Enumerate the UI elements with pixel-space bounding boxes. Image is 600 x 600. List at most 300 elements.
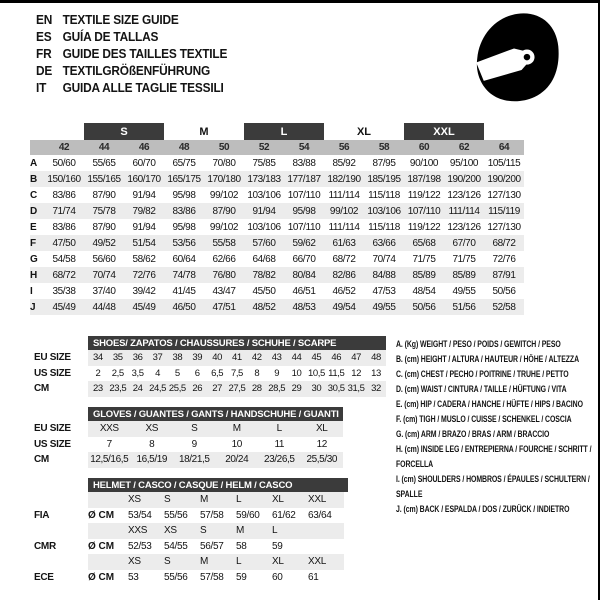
table-cell: 23,5 [109, 383, 127, 395]
row-label: EU SIZE [34, 423, 71, 435]
measurement-value: 85/89 [412, 269, 436, 281]
measurement-value: 103/106 [247, 189, 281, 201]
table-cell: 8 [149, 438, 155, 450]
measurement-row [30, 267, 524, 283]
measurement-value: 51/56 [452, 301, 476, 313]
measurement-row [30, 203, 524, 219]
measurement-value: 48/52 [252, 301, 276, 313]
size-number: 44 [98, 142, 110, 153]
legend-item: E. (cm) HIP / CADERA / HANCHE / HÜFTE / HIPS / BACINO [396, 399, 583, 409]
table-cell: 24 [132, 383, 143, 395]
measurement-value: 50/60 [52, 157, 76, 169]
size-number: 58 [378, 142, 390, 153]
table-cell: XS [145, 423, 159, 435]
table-cell: 42 [251, 352, 262, 364]
measurement-value: 41/45 [172, 285, 196, 297]
measurement-value: 57/60 [252, 237, 276, 249]
measurement-value: 80/84 [292, 269, 316, 281]
helmet-value: 54/55 [164, 540, 188, 552]
measurement-value: 71/74 [52, 205, 76, 217]
helmet-value-row [34, 570, 348, 586]
helmet-size-label: XXL [308, 494, 327, 506]
helmet-table-title: HELMET / CASCO / CASQUE / HELM / CASCO [88, 478, 348, 492]
table-cell: 46 [331, 352, 342, 364]
table-cell: 6,5 [211, 367, 224, 379]
size-number: 64 [498, 142, 510, 153]
table-cell: 10 [291, 367, 302, 379]
measurement-value: 48/53 [292, 301, 316, 313]
measurement-value: 56/60 [92, 253, 116, 265]
measurement-row-label: J [30, 301, 36, 313]
measurement-value: 39/42 [132, 285, 156, 297]
helmet-size-label: L [236, 556, 242, 568]
measurement-value: 115/118 [368, 221, 400, 233]
table-cell: 18/21,5 [178, 454, 210, 466]
measurement-value: 87/95 [372, 157, 396, 169]
measurement-value: 111/114 [328, 189, 360, 201]
helmet-size-label: L [236, 494, 242, 506]
table-cell: 11,5 [328, 367, 345, 379]
legend-item: I. (cm) SHOULDERS / HOMBROS / ÉPAULES / SCHULTERN / SPALLE [396, 474, 590, 499]
measurement-row [30, 155, 524, 171]
measurement-value: 187/198 [407, 173, 441, 185]
measurement-row [30, 171, 524, 187]
helmet-size-row [34, 492, 348, 508]
table-cell: 9 [274, 367, 280, 379]
measurement-value: 65/68 [412, 237, 436, 249]
standard-label: ECE [34, 571, 54, 583]
row-cells [88, 437, 343, 453]
table-cell: 13 [371, 367, 381, 379]
table-row [34, 366, 386, 382]
helmet-value: 56/57 [200, 540, 224, 552]
legend-item: F. (cm) TIGH / MUSLO / CUISSE / SCHENKEL / COSCIA [396, 414, 572, 424]
measurement-value: 95/98 [172, 221, 196, 233]
measurement-value: 123/126 [447, 189, 481, 201]
measurement-value: 62/66 [212, 253, 236, 265]
measurement-value: 155/165 [87, 173, 121, 185]
measurement-value: 46/50 [172, 301, 196, 313]
measurement-value: 91/94 [252, 205, 276, 217]
table-cell: 41 [232, 352, 242, 364]
language-code: EN [36, 12, 53, 27]
table-cell: 23/26,5 [263, 454, 295, 466]
measurement-value: 165/175 [167, 173, 201, 185]
table-cell: 6 [194, 367, 200, 379]
row-label: US SIZE [34, 438, 71, 450]
measurement-row-label: D [30, 205, 38, 217]
helmet-size-row [34, 523, 348, 539]
measurement-value: 54/58 [52, 253, 76, 265]
measurement-value: 185/195 [367, 173, 401, 185]
table-cell: 28,5 [268, 383, 286, 395]
measurement-value: 68/72 [492, 237, 516, 249]
measurement-value: 65/75 [172, 157, 196, 169]
helmet-size-label: M [200, 494, 209, 506]
helmet-size-label: XXL [308, 556, 327, 568]
measurement-row-label: B [30, 173, 38, 185]
table-cell: 11 [274, 438, 285, 450]
measurement-value: 47/51 [212, 301, 236, 313]
helmet-table [34, 478, 348, 585]
language-code: ES [36, 29, 52, 44]
measurement-row [30, 219, 524, 235]
measurement-value: 50/56 [492, 285, 516, 297]
table-row [34, 452, 343, 468]
measurement-value: 87/91 [492, 269, 516, 281]
legend-item: J. (cm) BACK / ESPALDA / DOS / ZURÜCK / INDIETRO [396, 504, 570, 514]
language-code: FR [36, 46, 52, 61]
table-row [34, 421, 343, 437]
measurement-value: 64/68 [252, 253, 276, 265]
measurement-value: 115/118 [368, 189, 400, 201]
table-cell: 2 [95, 367, 101, 379]
helmet-value: 52/53 [128, 540, 152, 552]
table-cell: 2,5 [111, 367, 124, 379]
table-cell: 45 [311, 352, 322, 364]
row-label: CM [34, 454, 49, 466]
size-number: 50 [218, 142, 230, 153]
measurement-value: 84/88 [372, 269, 396, 281]
measurement-value: 95/98 [292, 205, 316, 217]
language-row [36, 45, 227, 62]
measurement-value: 51/54 [132, 237, 156, 249]
measurement-value: 70/74 [372, 253, 396, 265]
table-cell: 4 [155, 367, 160, 379]
table-cell: M [232, 423, 241, 435]
table-cell: L [276, 423, 282, 435]
measurement-value: 150/160 [47, 173, 81, 185]
measurement-value: 44/48 [92, 301, 116, 313]
table-row [34, 381, 386, 397]
measurement-row [30, 251, 524, 267]
measurement-row-label: C [30, 189, 38, 201]
measurement-value: 75/78 [92, 205, 116, 217]
table-cell: 35 [112, 352, 123, 364]
table-cell: 7,5 [230, 367, 243, 379]
measurement-value: 74/78 [172, 269, 196, 281]
measurement-value: 70/74 [92, 269, 116, 281]
helmet-value: 58 [236, 540, 247, 552]
table-cell: 27,5 [228, 383, 246, 395]
table-cell: 8 [254, 367, 260, 379]
measurement-value: 60/70 [132, 157, 156, 169]
language-title: GUIDA ALLE TAGLIE TESSILI [62, 80, 224, 95]
measurement-value: 71/75 [452, 253, 476, 265]
measurement-value: 37/40 [92, 285, 116, 297]
language-row [36, 79, 227, 96]
measurement-value: 63/66 [372, 237, 396, 249]
measurement-value: 78/82 [252, 269, 276, 281]
measurement-value: 87/90 [92, 221, 116, 233]
helmet-size-label: XS [128, 494, 141, 506]
measurement-value: 91/94 [132, 221, 156, 233]
table-cell: 30 [311, 383, 322, 395]
size-number: 52 [258, 142, 270, 153]
measurement-value: 91/94 [132, 189, 156, 201]
measurement-value: 53/56 [172, 237, 196, 249]
table-cell: 23 [93, 383, 103, 395]
helmet-value: 55/56 [164, 509, 188, 521]
table-cell: 48 [371, 352, 381, 364]
measurement-value: 160/170 [127, 173, 161, 185]
unit-label: Ø CM [88, 509, 115, 521]
helmet-value: 59 [236, 571, 247, 583]
language-title: GUÍA DE TALLAS [62, 29, 159, 44]
measurement-value: 55/58 [212, 237, 236, 249]
legend-item: D. (cm) WAIST / CINTURA / TAILLE / HÜFTUNG / VITA [396, 384, 567, 394]
table-cell: 28 [251, 383, 262, 395]
table-cell: 7 [106, 438, 112, 450]
legend-item: H. (cm) INSIDE LEG / ENTREPIERNA / FOURCHE / SCHRITT / FORCELLA [396, 444, 592, 469]
helmet-value: 55/56 [164, 571, 188, 583]
table-cell: 12 [351, 367, 361, 379]
measurement-row-label: F [30, 237, 37, 249]
measurement-value: 58/62 [132, 253, 156, 265]
table-cell: 5 [174, 367, 180, 379]
measurement-value: 83/86 [172, 205, 196, 217]
row-cells [88, 350, 386, 366]
measurement-value: 95/100 [449, 157, 479, 169]
helmet-value-row [34, 539, 348, 555]
helmet-value: 57/58 [200, 571, 224, 583]
row-label: CM [34, 383, 49, 395]
table-cell: 34 [93, 352, 103, 364]
language-title: GUIDE DES TAILLES TEXTILE [62, 46, 228, 61]
table-row [34, 350, 386, 366]
measurement-value: 103/106 [247, 221, 281, 233]
measurement-value: 107/110 [287, 221, 321, 233]
measurement-value: 72/76 [132, 269, 156, 281]
language-title: TEXTILE SIZE GUIDE [62, 12, 179, 27]
measurement-row-label: G [30, 253, 38, 265]
measurement-value: 83/88 [292, 157, 316, 169]
measurement-value: 67/70 [452, 237, 476, 249]
shoes-table [34, 336, 386, 397]
helmet-value: 53 [128, 571, 139, 583]
language-code: IT [36, 80, 47, 95]
size-number: 60 [418, 142, 430, 153]
helmet-value: 61 [308, 571, 319, 583]
table-cell: 26 [192, 383, 203, 395]
helmet-size-label: XL [272, 494, 284, 506]
size-number: 62 [458, 142, 470, 153]
legend-item: A. (Kg) WEIGHT / PESO / POIDS / GEWITCH / PESO [396, 339, 561, 349]
size-number: 54 [298, 142, 310, 153]
spacer [30, 123, 44, 140]
table-cell: 10,5 [307, 367, 325, 379]
measurement-value: 111/114 [328, 221, 360, 233]
measurement-value: 111/114 [448, 205, 480, 217]
table-cell: 16,5/19 [136, 454, 168, 466]
language-row [36, 28, 227, 45]
table-cell: XXS [99, 423, 119, 435]
table-cell: 10 [231, 438, 242, 450]
measurement-value: 49/55 [372, 301, 396, 313]
table-cell: 44 [291, 352, 302, 364]
helmet-value: 60 [272, 571, 283, 583]
unit-label: Ø CM [88, 540, 115, 552]
table-cell: 39 [192, 352, 203, 364]
measurement-value: 43/47 [212, 285, 236, 297]
measurement-row [30, 235, 524, 251]
measurement-value: 170/180 [207, 173, 241, 185]
row-cells [88, 523, 344, 539]
size-group-label: M [199, 125, 209, 138]
table-cell: 3,5 [131, 367, 144, 379]
size-number-row [30, 140, 524, 155]
table-cell: S [191, 423, 198, 435]
legend-item: C. (cm) CHEST / PECHO / POITRINE / TRUHE / PETTO [396, 369, 569, 379]
measurement-value: 82/86 [332, 269, 356, 281]
table-cell: 27 [212, 383, 222, 395]
size-group-label: S [84, 123, 164, 140]
measurement-value: 71/75 [412, 253, 436, 265]
size-number: 56 [338, 142, 350, 153]
standard-label: FIA [34, 509, 50, 521]
measurement-value: 75/85 [252, 157, 276, 169]
language-code: DE [36, 63, 53, 78]
measurement-value: 49/55 [452, 285, 476, 297]
table-cell: 43 [271, 352, 282, 364]
table-cell: 25,5 [168, 383, 186, 395]
measurement-value: 49/52 [92, 237, 116, 249]
measurement-value: 47/50 [52, 237, 76, 249]
measurement-value: 52/58 [492, 301, 516, 313]
measurement-value: 70/80 [212, 157, 236, 169]
helmet-value: 63/64 [308, 509, 332, 521]
measurement-row-label: I [30, 285, 33, 297]
table-cell: 12,5/16,5 [90, 454, 129, 466]
helmet-value: 59/60 [236, 509, 260, 521]
table-cell: 40 [212, 352, 222, 364]
measurement-value: 123/126 [447, 221, 481, 233]
helmet-size-label: S [200, 525, 207, 537]
row-cells [88, 570, 344, 586]
measurement-value: 76/80 [212, 269, 236, 281]
size-group-row [30, 123, 524, 140]
measurement-value: 90/100 [409, 157, 439, 169]
measurement-value: 83/86 [52, 221, 76, 233]
helmet-icon [460, 2, 568, 110]
legend-item: G. (cm) ARM / BRAZO / BRAS / ARM / BRACCIO [396, 429, 550, 439]
spacer [44, 123, 84, 140]
measurement-value: 119/122 [407, 189, 441, 201]
measurement-row-label: A [30, 157, 38, 169]
measurement-value: 107/110 [407, 205, 441, 217]
measurement-value: 68/72 [332, 253, 356, 265]
measurement-value: 103/106 [367, 205, 401, 217]
measurement-value: 99/102 [329, 205, 359, 217]
language-row [36, 11, 227, 28]
helmet-size-label: M [200, 556, 209, 568]
unit-label: Ø CM [88, 571, 115, 583]
measurement-value: 87/90 [212, 205, 236, 217]
measurement-value: 83/86 [52, 189, 76, 201]
helmet-size-row [34, 554, 348, 570]
measurement-value: 95/98 [172, 189, 196, 201]
size-number: 48 [178, 142, 190, 153]
measurement-value: 46/52 [332, 285, 356, 297]
measurement-value: 119/122 [407, 221, 441, 233]
measurement-value: 177/187 [287, 173, 321, 185]
language-row [36, 62, 227, 79]
table-cell: 38 [172, 352, 183, 364]
row-cells [88, 539, 344, 555]
measurement-value: 105/115 [487, 157, 521, 169]
measurement-value: 79/82 [132, 205, 156, 217]
helmet-size-label: S [164, 494, 171, 506]
helmet-size-label: M [236, 525, 245, 537]
measurement-value: 190/200 [447, 173, 481, 185]
measurement-value: 45/49 [52, 301, 76, 313]
row-cells [88, 492, 344, 508]
measurement-value: 47/53 [372, 285, 396, 297]
textile-size-table [30, 123, 524, 315]
row-cells [88, 452, 343, 468]
measurement-value: 49/54 [332, 301, 356, 313]
table-cell: 29 [291, 383, 302, 395]
size-number: 42 [58, 142, 70, 153]
measurement-row-label: H [30, 269, 38, 281]
measurement-value: 59/62 [292, 237, 316, 249]
measurement-value: 61/63 [332, 237, 356, 249]
table-cell: 12 [316, 438, 327, 450]
helmet-value: 59 [272, 540, 283, 552]
measurement-row [30, 187, 524, 203]
helmet-value: 61/62 [272, 509, 296, 521]
measurement-value: 127/130 [487, 221, 521, 233]
measurement-value: 45/49 [132, 301, 156, 313]
spacer [484, 123, 524, 140]
measurement-value: 87/90 [92, 189, 116, 201]
measurement-value: 72/76 [492, 253, 516, 265]
row-label: US SIZE [34, 367, 71, 379]
measurement-value: 60/64 [172, 253, 196, 265]
measurement-row-label: E [30, 221, 37, 233]
row-cells [88, 366, 386, 382]
table-cell: XL [316, 423, 328, 435]
measurement-value: 48/54 [412, 285, 436, 297]
measurement-value: 107/110 [287, 189, 321, 201]
language-title-list [36, 11, 227, 96]
helmet-value: 53/54 [128, 509, 152, 521]
helmet-size-label: XS [164, 525, 177, 537]
measurement-value: 55/65 [92, 157, 116, 169]
measurement-value: 99/102 [209, 189, 239, 201]
measurement-value: 85/92 [332, 157, 356, 169]
table-cell: 24,5 [149, 383, 166, 395]
measurement-value: 50/56 [412, 301, 436, 313]
measurement-value: 190/200 [487, 173, 521, 185]
measurement-value: 99/102 [209, 221, 239, 233]
table-cell: 20/24 [225, 454, 249, 466]
table-cell: 30,5 [327, 383, 345, 395]
helmet-value-row [34, 508, 348, 524]
helmet-size-label: L [272, 525, 278, 537]
size-group-label: L [244, 123, 324, 140]
row-cells [88, 508, 344, 524]
table-cell: 36 [132, 352, 143, 364]
shoes-table-title: SHOES/ ZAPATOS / CHAUSSURES / SCHUHE / SCARPE [88, 336, 386, 350]
table-cell: 32 [371, 383, 381, 395]
measurement-value: 85/89 [452, 269, 476, 281]
measurement-row [30, 299, 524, 315]
measurement-value: 182/190 [327, 173, 361, 185]
measurement-value: 66/70 [292, 253, 316, 265]
row-label: EU SIZE [34, 352, 71, 364]
gloves-table [34, 407, 343, 468]
